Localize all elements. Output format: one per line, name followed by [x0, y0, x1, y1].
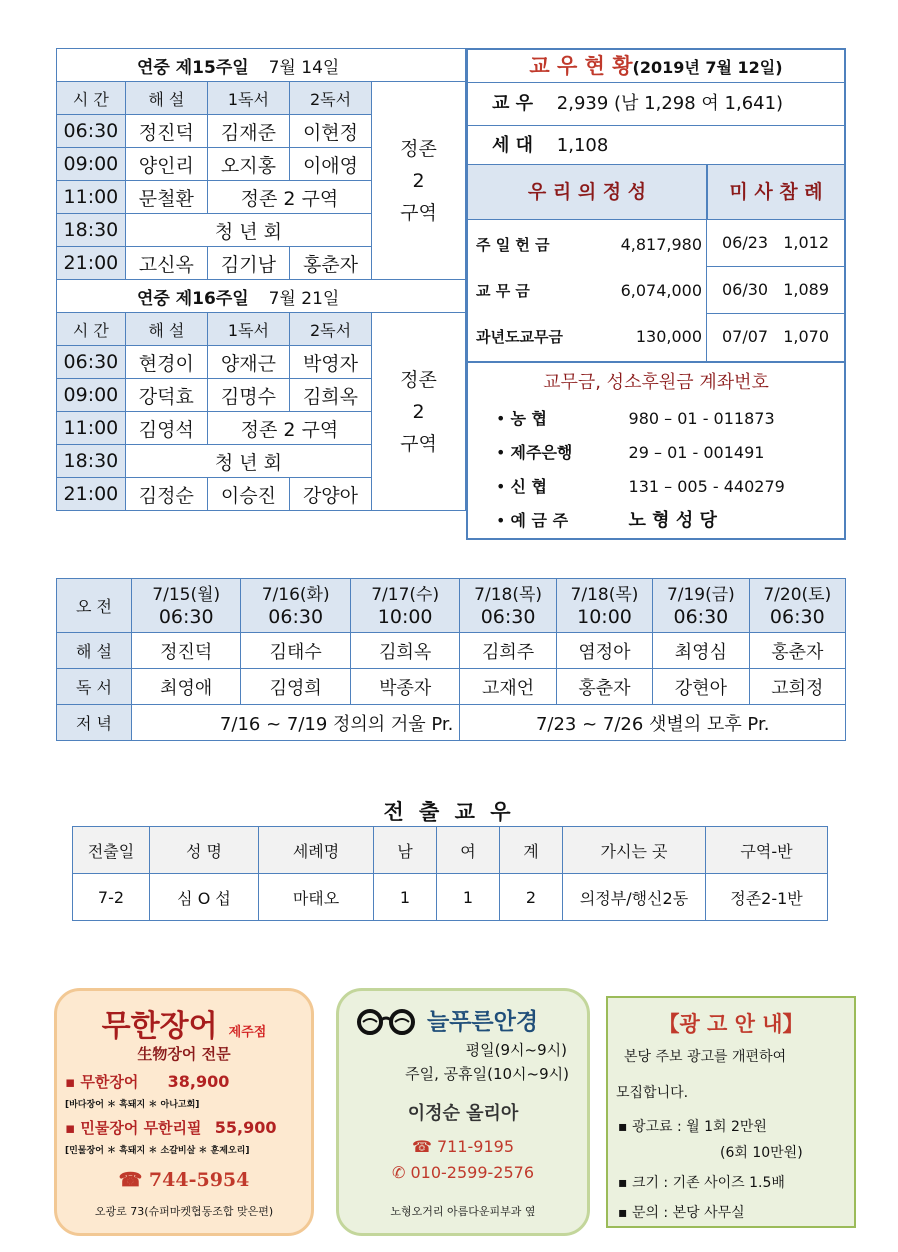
account-number: 131 – 005 - 440279 [628, 477, 785, 496]
reading2-cell: 강양아 [289, 478, 371, 511]
list-item: • 신 협 131 – 005 - 440279 [496, 470, 836, 504]
day-time: 06:30 [480, 605, 536, 628]
reading-cell: 강현아 [653, 669, 749, 705]
ad-eel-address: 오광로 73(슈퍼마켓협동조합 맞은편) [94, 1205, 274, 1218]
offering-title: 우 리 의 정 성 [527, 181, 647, 203]
reading-cell: 고희정 [749, 669, 845, 705]
status-header [468, 50, 844, 82]
time-cell: 06:30 [57, 346, 126, 379]
offering-row [476, 314, 702, 360]
time-cell: 09:00 [57, 379, 126, 412]
day-date: 7/16(화) [261, 584, 330, 605]
day-date: 7/17(수) [371, 584, 440, 605]
header-time: 시 간 [57, 313, 126, 346]
sunday-schedule-table [56, 48, 466, 511]
ad-notice-title: 【광 고 안 내】 [658, 1012, 804, 1036]
offering-value: 130,000 [635, 327, 702, 346]
commentary-cell: 김정순 [125, 478, 207, 511]
commentary-cell: 최영심 [653, 633, 749, 669]
mass-count: 1,070 [783, 327, 829, 346]
household-label: 세 대 [492, 135, 534, 156]
time-cell: 11:00 [57, 412, 126, 445]
reading1-cell: 김기남 [207, 247, 289, 280]
commentary-cell: 김희옥 [350, 633, 460, 669]
parish-status-panel [466, 48, 846, 540]
col-header: 남 [374, 827, 437, 874]
week15-side-1: 정존 [400, 137, 437, 160]
day-header [132, 579, 241, 633]
header-commentary: 해 설 [125, 313, 207, 346]
header-commentary: 해 설 [125, 82, 207, 115]
commentary-cell: 현경이 [125, 346, 207, 379]
table-row [57, 633, 846, 669]
commentary-cell: 염정아 [556, 633, 652, 669]
day-header [749, 579, 845, 633]
time-cell: 21:00 [57, 247, 126, 280]
ad-optician-address: 노형오거리 아름다운피부과 옆 [390, 1205, 536, 1218]
missionary-title: 전 출 교 우 [383, 800, 515, 824]
day-date: 7/18(목) [474, 584, 543, 605]
col-header: 성 명 [150, 827, 259, 874]
row-label-reading: 독 서 [57, 669, 132, 705]
youth-cell: 청 년 회 [125, 445, 371, 478]
offering-label: 과년도교무금 [476, 328, 563, 346]
reading-cell: 최영애 [132, 669, 241, 705]
ad-optician-owner: 이정순 올리아 [407, 1103, 519, 1124]
offering-label: 주 일 헌 금 [476, 236, 550, 254]
members-value: 2,939 (남 1,298 여 1,641) [556, 93, 784, 114]
ad-eel-name: 무한장어 [101, 1009, 218, 1044]
week16-title: 연중 제16주일 [137, 288, 249, 309]
list-item: • 제주은행 29 – 01 - 001491 [496, 436, 836, 470]
time-cell: 21:00 [57, 478, 126, 511]
reading2-cell: 홍춘자 [289, 247, 371, 280]
ad-eel-branch: 제주점 [228, 1025, 267, 1040]
ad-eel-price1: 38,900 [167, 1072, 230, 1091]
col-header: 여 [437, 827, 500, 874]
reading1-cell: 오지홍 [207, 148, 289, 181]
offering-title-cell [468, 165, 706, 219]
commentary-cell: 정진덕 [125, 115, 207, 148]
mass-date: 07/07 [721, 327, 769, 346]
mass-row [707, 220, 844, 267]
members-label: 교 우 [492, 93, 534, 114]
mass-row [707, 267, 844, 314]
ad-notice-size: ▪ 크기 : 기존 사이즈 1.5배 [618, 1175, 785, 1191]
offering-row [476, 268, 702, 314]
header-reading2: 2독서 [289, 82, 371, 115]
week15-side-3: 구역 [400, 201, 437, 224]
mass-count: 1,012 [783, 233, 829, 252]
status-title: 교 우 현 황 [529, 54, 633, 78]
ad-eel-item2 [65, 1117, 277, 1138]
ad-eel-item1 [65, 1071, 229, 1092]
ad-notice-contact: ▪ 문의 : 본당 사무실 [618, 1205, 745, 1221]
week16-title-cell [57, 280, 466, 313]
day-time: 06:30 [268, 605, 324, 628]
reading1-cell: 김재준 [207, 115, 289, 148]
time-cell: 18:30 [57, 445, 126, 478]
commentary-cell: 고신옥 [125, 247, 207, 280]
ad-eel-note1: [바다장어 ＊ 흑돼지 ＊ 아나고회] [65, 1100, 200, 1110]
cell: 심 O 섭 [150, 874, 259, 921]
header-reading2: 2독서 [289, 313, 371, 346]
mass-title: 미 사 참 례 [729, 181, 823, 203]
commentary-cell: 문철환 [125, 181, 207, 214]
accounts-title-text: 교무금, 성소후원금 계좌번호 [543, 372, 769, 393]
day-time: 10:00 [377, 605, 433, 628]
week15-date: 7월 14일 [268, 57, 340, 78]
time-cell: 18:30 [57, 214, 126, 247]
day-date: 7/15(월) [152, 584, 221, 605]
ad-notice [606, 996, 856, 1228]
table-row [57, 669, 846, 705]
week16-date: 7월 21일 [268, 288, 340, 309]
accounts-title [468, 368, 844, 394]
account-number: 29 – 01 - 001491 [628, 443, 765, 462]
col-header: 전출일 [73, 827, 150, 874]
reading-cell: 김영희 [241, 669, 350, 705]
table-row [73, 874, 828, 921]
ad-notice-intro1: 본당 주보 광고를 개편하여 [624, 1049, 787, 1065]
header-reading1: 1독서 [207, 313, 289, 346]
glasses-icon [355, 1005, 417, 1041]
commentary-cell: 강덕효 [125, 379, 207, 412]
ad-eel-restaurant [54, 988, 314, 1236]
household-value: 1,108 [556, 135, 609, 156]
day-time: 10:00 [577, 605, 632, 628]
table-row [57, 705, 846, 741]
reading2-cell: 이현정 [289, 115, 371, 148]
ad-optician-name: 늘푸른안경 [427, 1009, 539, 1035]
day-time: 06:30 [673, 605, 729, 628]
day-date: 7/19(금) [666, 584, 735, 605]
ad-eel-item1-label: ▪ 무한장어 [65, 1073, 139, 1091]
week15-title-cell [57, 49, 466, 82]
week16-side-2: 2 [412, 400, 425, 423]
missionary-table [72, 826, 828, 921]
row-label-morning: 오 전 [57, 579, 132, 633]
col-header: 세례명 [259, 827, 374, 874]
commentary-cell: 김태수 [241, 633, 350, 669]
household-line [492, 127, 608, 165]
day-header [460, 579, 556, 633]
account-number: 980 – 01 - 011873 [628, 409, 775, 428]
youth-cell: 청 년 회 [125, 214, 371, 247]
reading-cell: 홍춘자 [556, 669, 652, 705]
cell: 7-2 [73, 874, 150, 921]
ad-eel-note2: [민물장어 ＊ 흑돼지 ＊ 소갈비살 ＊ 훈제오리] [65, 1146, 250, 1156]
bank-name: 신 협 [510, 477, 548, 496]
ad-notice-fee: ▪ 광고료 : 월 1회 2만원 [618, 1119, 767, 1135]
day-date: 7/20(토) [763, 584, 832, 605]
accounts-list [496, 402, 836, 538]
offering-label: 교 무 금 [476, 282, 530, 300]
ad-optician [336, 988, 590, 1236]
reading-cell: 고재언 [460, 669, 556, 705]
reading-cell: 박종자 [350, 669, 460, 705]
ad-eel-subtitle: 生物장어 전문 [137, 1045, 231, 1063]
day-time: 06:30 [769, 605, 825, 628]
mass-count: 1,089 [783, 280, 829, 299]
status-date: (2019년 7월 12일) [632, 58, 783, 77]
reading1-cell: 이승진 [207, 478, 289, 511]
mass-title-cell [707, 165, 844, 219]
cell: 1 [437, 874, 500, 921]
evening-cell-1: 7/16 ~ 7/19 정의의 거울 Pr. [132, 705, 460, 741]
time-cell: 06:30 [57, 115, 126, 148]
ad-optician-hours2: 주일, 공휴일(10시~9시) [405, 1065, 569, 1083]
day-header [653, 579, 749, 633]
reading1-cell: 김명수 [207, 379, 289, 412]
row-label-evening: 저 녁 [57, 705, 132, 741]
cell: 마태오 [259, 874, 374, 921]
day-header [350, 579, 460, 633]
day-header [241, 579, 350, 633]
commentary-cell: 정진덕 [132, 633, 241, 669]
mass-row [707, 314, 844, 360]
ad-optician-phone1: ☎ 711-9195 [411, 1137, 515, 1156]
weekday-mass-table [56, 578, 846, 741]
week16-side-3: 구역 [400, 432, 437, 455]
cell: 2 [500, 874, 563, 921]
row-label-commentary: 해 설 [57, 633, 132, 669]
bank-name: 예 금 주 [510, 511, 569, 530]
header-reading1: 1독서 [207, 82, 289, 115]
col-header: 구역-반 [706, 827, 828, 874]
ad-eel-header [57, 1001, 311, 1045]
day-time: 06:30 [158, 605, 214, 628]
reading1-cell: 양재근 [207, 346, 289, 379]
account-holder: 노 형 성 당 [628, 510, 717, 531]
week15-side-2: 2 [412, 169, 425, 192]
week15-title: 연중 제15주일 [137, 57, 249, 78]
offering-value: 4,817,980 [620, 235, 702, 254]
offering-row [476, 222, 702, 268]
members-line [492, 84, 783, 124]
commentary-cell: 김희주 [460, 633, 556, 669]
cell: 1 [374, 874, 437, 921]
week16-side-1: 정존 [400, 368, 437, 391]
evening-cell-2: 7/23 ~ 7/26 샛별의 모후 Pr. [460, 705, 846, 741]
commentary-cell: 김영석 [125, 412, 207, 445]
col-header: 가시는 곳 [563, 827, 706, 874]
cell: 정존2-1반 [706, 874, 828, 921]
header-time: 시 간 [57, 82, 126, 115]
ad-eel-phone: ☎ 744-5954 [118, 1169, 250, 1191]
week16-side-cell [372, 313, 466, 511]
reading2-cell: 김희옥 [289, 379, 371, 412]
day-date: 7/18(목) [570, 584, 639, 605]
col-header: 계 [500, 827, 563, 874]
district-cell: 정존 2 구역 [207, 412, 371, 445]
ad-notice-fee2: (6회 10만원) [720, 1145, 803, 1161]
reading2-cell: 이애영 [289, 148, 371, 181]
offering-value: 6,074,000 [620, 281, 702, 300]
ad-optician-hours1: 평일(9시~9시) [465, 1041, 567, 1059]
time-cell: 11:00 [57, 181, 126, 214]
mass-date: 06/23 [721, 233, 769, 252]
ad-eel-price2: 55,900 [214, 1118, 277, 1137]
bank-name: 농 협 [510, 409, 548, 428]
district-cell: 정존 2 구역 [207, 181, 371, 214]
week15-side-cell [372, 82, 466, 280]
commentary-cell: 양인리 [125, 148, 207, 181]
list-item: • 농 협 980 – 01 - 011873 [496, 402, 836, 436]
mass-date: 06/30 [721, 280, 769, 299]
ad-notice-intro2: 모집합니다. [616, 1085, 689, 1101]
day-header [556, 579, 652, 633]
cell: 의정부/행신2동 [563, 874, 706, 921]
time-cell: 09:00 [57, 148, 126, 181]
commentary-cell: 홍춘자 [749, 633, 845, 669]
list-item: • 예 금 주 노 형 성 당 [496, 504, 836, 538]
ad-eel-item2-label: ▪ 민물장어 무한리필 [65, 1119, 202, 1137]
ad-optician-phone2: ✆ 010-2599-2576 [391, 1163, 534, 1182]
bank-name: 제주은행 [510, 443, 573, 462]
reading2-cell: 박영자 [289, 346, 371, 379]
